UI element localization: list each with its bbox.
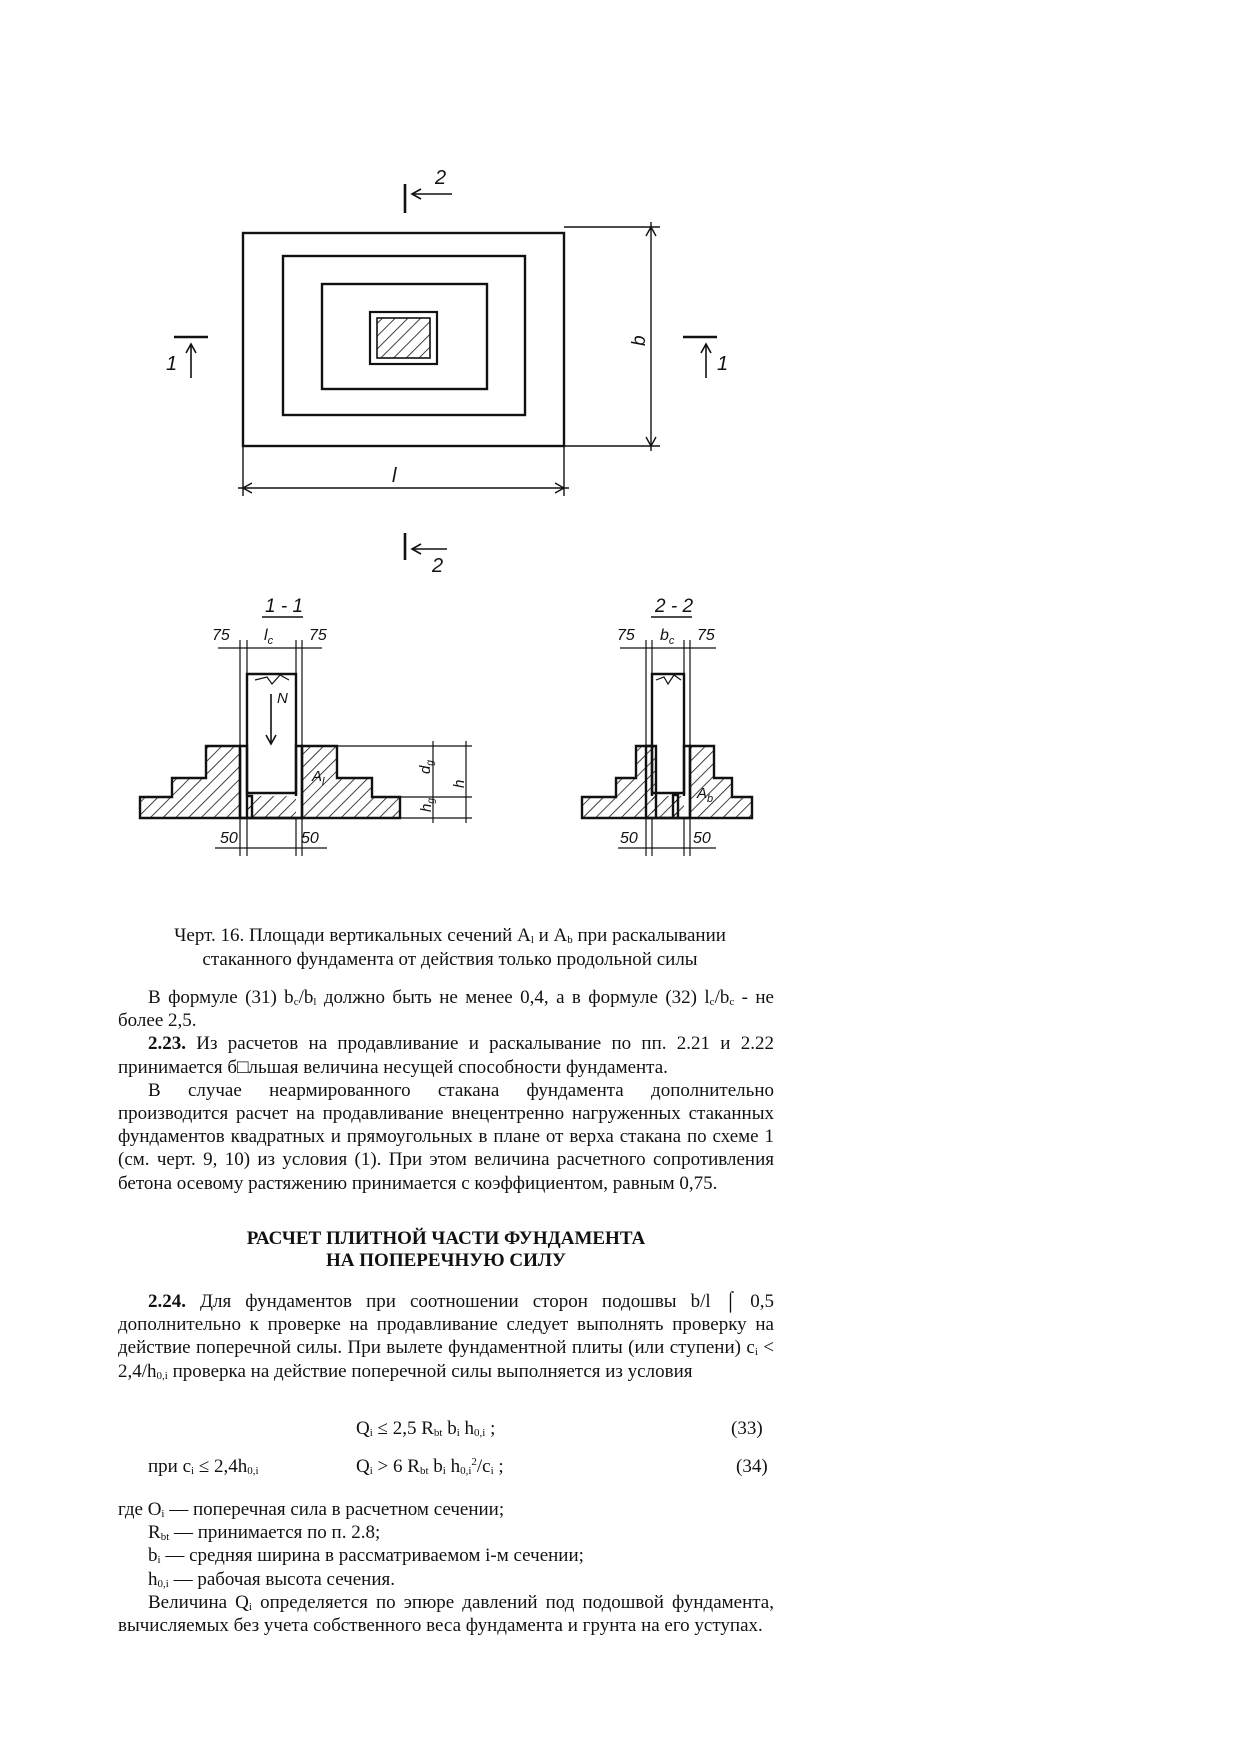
section-1-left-label: 1: [166, 353, 178, 375]
formula-34-number: (34): [736, 1456, 768, 1477]
dim-bc: $b_c$: [660, 627, 675, 647]
area-Ab-label: $A_b$: [697, 785, 714, 805]
def-bi: $b_i$ — средняя ширина в рассматриваемом i-м сечении;: [148, 1545, 584, 1567]
dim-50-left-2: 50: [620, 830, 638, 847]
def-Rbt: $R_{bt}$ — принимается по п. 2.8;: [148, 1522, 381, 1544]
section-heading: [118, 1228, 774, 1272]
plan-column-hatched: [377, 318, 430, 358]
caption-line-1: Черт. 16. Площади вертикальных сечений $A_l$ и $A_b$ при раскалывании: [174, 925, 726, 946]
formula-34-condition: при $c_i \le 2,4h_{0,i}$: [148, 1456, 259, 1477]
section-1-1: [140, 596, 472, 856]
dim-dg: $d_g$: [417, 760, 436, 774]
dimension-l: [238, 446, 569, 496]
paragraph-2-24: 2.24. Для фундаментов при соотношении сторон подошвы b/l ⌠ 0,5 дополнительно к проверке на продавливание следует выполнять проверку на действие поперечной силы. При вылете фундаментной плиты (или ступени) $c_i < 2,4/h_{0,i}$ проверка на действие поперечной силы выполняется из условия: [118, 1291, 774, 1382]
paragraph-2-24-block: [118, 1290, 774, 1383]
heading-line-1: РАСЧЕТ ПЛИТНОЙ ЧАСТИ ФУНДАМЕНТА: [246, 1228, 646, 1249]
force-arrow-N: [266, 694, 276, 744]
dim-50-right-2: 50: [693, 830, 711, 847]
section-1-right-label: 1: [717, 353, 729, 375]
formula-33-number: (33): [731, 1418, 763, 1439]
force-label: N: [277, 690, 288, 707]
paragraph-formula-limits: В формуле (31) $b_c/b_l$ должно быть не менее 0,4, а в формуле (32) $l_c/b_c$ - не более 2,5.: [118, 987, 774, 1032]
caption-line-2: стаканного фундамента от действия только продольной силы: [202, 949, 698, 970]
break-line: [255, 675, 289, 684]
section-2-2-title: 2 - 2: [655, 596, 694, 617]
figure-caption: [120, 924, 780, 972]
section-1-1-title: 1 - 1: [265, 596, 304, 617]
formula-33: $Q_i \le 2,5$ $R_{bt}$ $b_i$ $h_{0,i}$ ;: [356, 1418, 496, 1439]
definitions-block: [118, 1498, 774, 1637]
dim-50-right: 50: [301, 830, 319, 847]
section-1-1-top-dims: [218, 640, 322, 746]
dim-hg: $h_g$: [418, 798, 437, 812]
dim-50-left: 50: [220, 830, 238, 847]
dim-b-label: b: [629, 335, 650, 346]
dim-75-left-2: 75: [617, 627, 635, 644]
dim-l-label: l: [392, 465, 397, 487]
body-text-top: [118, 986, 774, 1195]
section-2-2: [582, 596, 752, 856]
section-2-top-label: 2: [435, 167, 447, 189]
section-marker-1-left: [174, 337, 208, 378]
paragraph-Qi: Величина $Q_i$ определяется по эпюре давлений под подошвой фундамента, вычисляемых без учета собственного веса фундамента и грунта на его уступах.: [118, 1591, 774, 1637]
area-Al-label: $A_l$: [312, 768, 325, 788]
dim-h: h: [451, 779, 468, 788]
section-marker-1-right: [683, 337, 717, 378]
dim-75-left: 75: [212, 627, 230, 644]
section-2-bottom-label: 2: [432, 555, 444, 577]
dim-75-right: 75: [309, 627, 327, 644]
formula-34: $Q_i > 6$ $R_{bt}$ $b_i$ $h_{0,i}^2/c_i$ ;: [356, 1456, 504, 1477]
section-2-2-top-dims: [620, 640, 716, 746]
dim-75-right-2: 75: [697, 627, 715, 644]
heading-line-2: НА ПОПЕРЕЧНУЮ СИЛУ: [326, 1250, 566, 1271]
plan-view: [243, 233, 564, 446]
def-h0i: $h_{0,i}$ — рабочая высота сечения.: [148, 1568, 395, 1590]
def-Oi: где $O_i$ — поперечная сила в расчетном сечении;: [118, 1499, 505, 1520]
paragraph-2-23: 2.23. Из расчетов на продавливание и раскалывание по пп. 2.21 и 2.22 принимается б□льшая величина несущей способности фундамента.: [118, 1033, 774, 1078]
dim-lc: $l_c$: [264, 627, 274, 647]
paragraph-unreinforced: В случае неармированного стакана фундамента дополнительно производится расчет на продавливание внецентренно нагруженных стаканных фундаментов квадратных и прямоугольных в плане от верха стакана по схеме 1 (см. черт. 9, 10) из условия (1). При этом величина расчетного сопротивления бетона осевому растяжению принимается с коэффициентом, равным 0,75.: [118, 1079, 774, 1194]
